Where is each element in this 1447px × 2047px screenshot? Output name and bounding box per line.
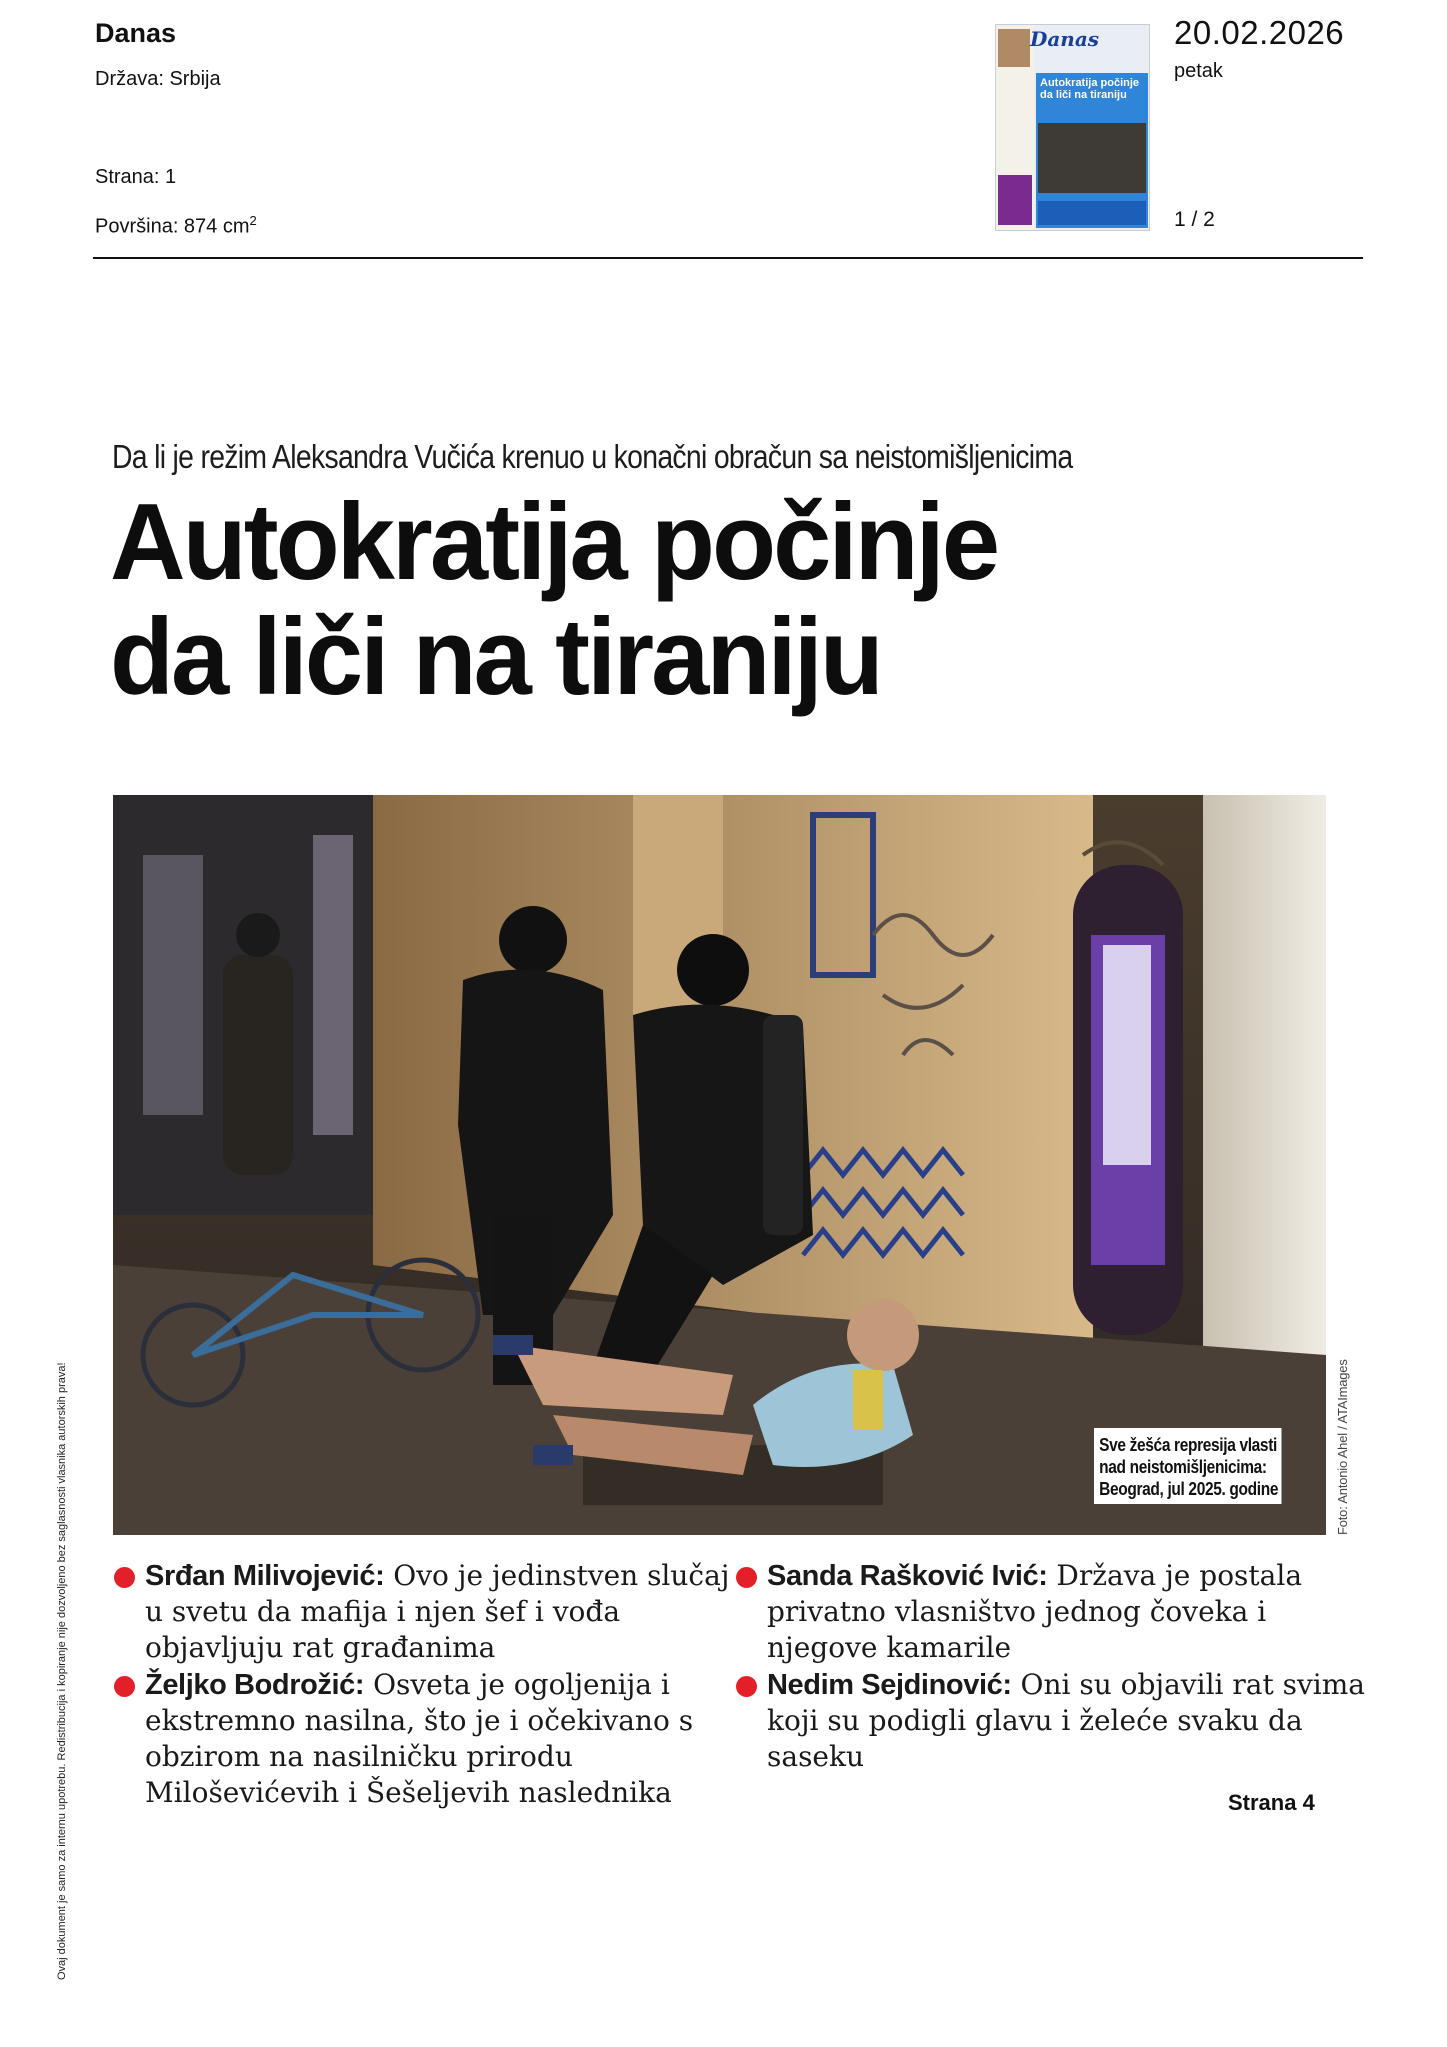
caption-line-1: Sve žešća represija vlasti bbox=[1099, 1435, 1277, 1455]
quote-item bbox=[735, 1558, 1367, 1666]
thumbnail-portrait bbox=[998, 29, 1030, 67]
headline-line-1: Autokratija počinje bbox=[110, 481, 998, 603]
pagination: 1 / 2 bbox=[1174, 208, 1215, 231]
quote-item bbox=[113, 1558, 755, 1666]
quote-author: Željko Bodrožić: bbox=[145, 1669, 365, 1701]
article-photo bbox=[113, 795, 1326, 1535]
quote-text: Oni su objavili rat svima koji su podigli glavu i želeće svaku da saseku bbox=[767, 1668, 1365, 1773]
quote-author: Srđan Milivojević: bbox=[145, 1560, 385, 1592]
article-headline bbox=[110, 481, 998, 718]
photo-caption bbox=[1094, 1428, 1281, 1504]
quote-text: Ovo je jedinstven slučaj u svetu da mafija i njen šef i vođa objavljuju rat građanima bbox=[145, 1559, 730, 1664]
quote-author: Sanda Rašković Ivić: bbox=[767, 1560, 1048, 1592]
continued-page-link[interactable]: Strana 4 bbox=[1228, 1790, 1315, 1815]
thumbnail-headline: Autokratija počinje da liči na tiraniju bbox=[1040, 77, 1140, 101]
copyright-notice: Ovaj dokument je samo za internu upotrebu. Redistribucija i kopiranje nije dozvoljeno bez saglasnosti vlasnika autorskih prava! bbox=[56, 1362, 68, 1980]
area-label: Površina: 874 $cm^2$ bbox=[95, 213, 257, 238]
quote-text: Osveta je ogoljenija i ekstremno nasilna, što je i očekivano s obzirom na nasilničku prirodu Miloševićevih i Šešeljevih naslednika bbox=[145, 1668, 694, 1809]
quote-item bbox=[735, 1667, 1367, 1775]
thumbnail-promo bbox=[998, 175, 1032, 225]
bullet-dot-icon bbox=[736, 1676, 757, 1697]
quote-item bbox=[113, 1667, 755, 1811]
publication-name: Danas bbox=[95, 18, 177, 48]
caption-line-2: nad neistomišljenicima: bbox=[1099, 1457, 1267, 1477]
country-label: Država: Srbija bbox=[95, 68, 221, 90]
header-divider bbox=[93, 257, 1363, 259]
issue-date: 20.02.2026 bbox=[1174, 14, 1345, 51]
thumbnail-footer bbox=[1038, 201, 1146, 225]
bullet-dot-icon bbox=[736, 1567, 757, 1588]
quote-author: Nedim Sejdinović: bbox=[767, 1669, 1012, 1701]
quote-text: Država je postala privatno vlasništvo jednog čoveka i njegove kamarile bbox=[767, 1559, 1303, 1664]
bullet-dot-icon bbox=[114, 1676, 135, 1697]
issue-weekday: petak bbox=[1174, 60, 1223, 82]
thumbnail-photo bbox=[1038, 123, 1146, 193]
front-page-thumbnail[interactable] bbox=[995, 24, 1150, 231]
thumbnail-masthead: Danas bbox=[1030, 27, 1100, 51]
headline-line-2: da liči na tiraniju bbox=[110, 596, 881, 718]
article-kicker: Da li je režim Aleksandra Vučića krenuo u konačni obračun sa neistomišljenicima bbox=[112, 438, 1073, 475]
page-number: Strana: 1 bbox=[95, 166, 177, 188]
bullet-dot-icon bbox=[114, 1567, 135, 1588]
photo-credit: Foto: Antonio Ahel / ATAImages bbox=[1335, 1359, 1350, 1535]
caption-line-3: Beograd, jul 2025. godine bbox=[1099, 1479, 1279, 1499]
